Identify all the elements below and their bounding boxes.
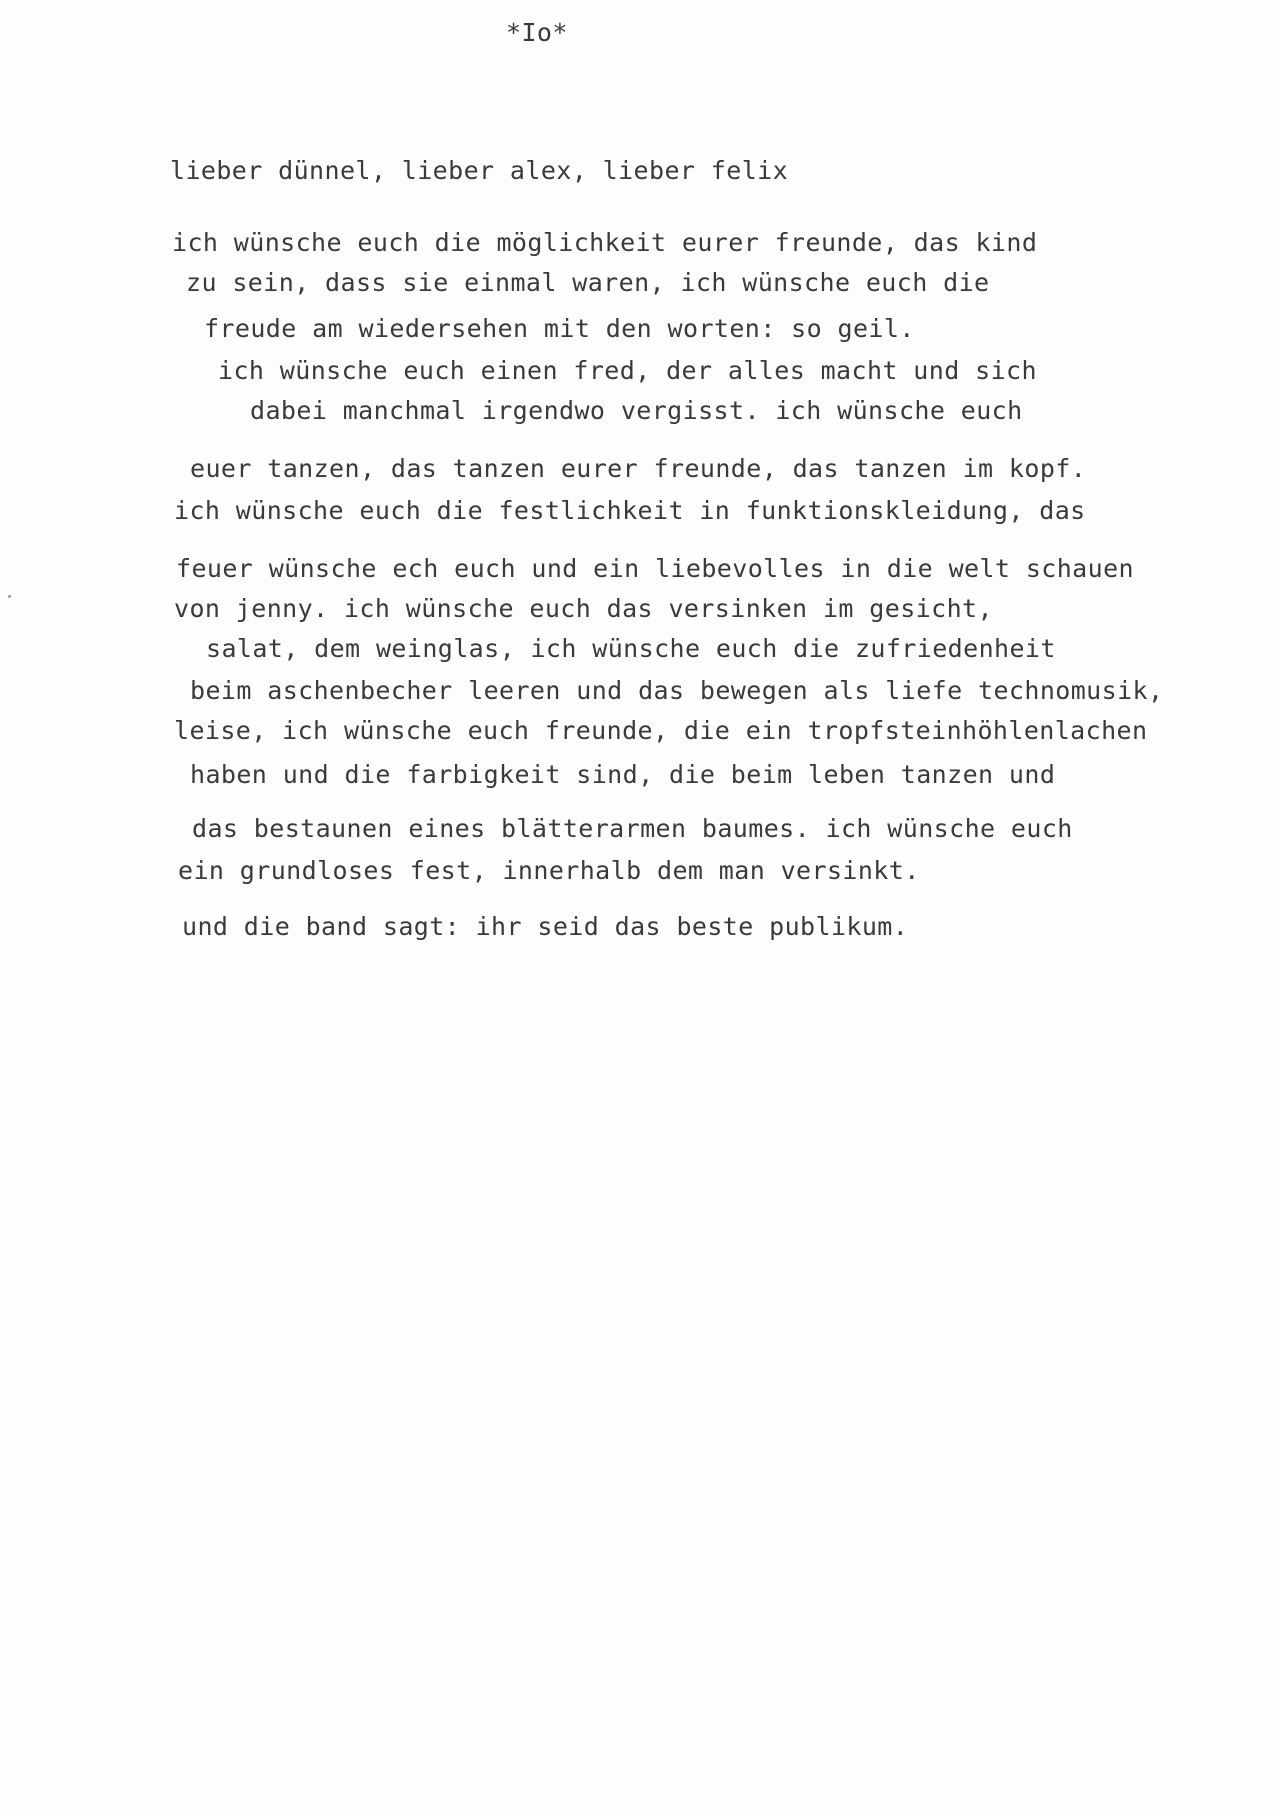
text-line: ich wünsche euch die möglichkeit eurer freunde, das kind	[172, 228, 1038, 257]
text-line: feuer wünsche ech euch und ein liebevolles in die welt schauen	[176, 554, 1134, 583]
text-line: das bestaunen eines blätterarmen baumes. ich wünsche euch	[192, 814, 1073, 843]
text-line: beim aschenbecher leeren und das bewegen als liefe technomusik,	[190, 676, 1164, 705]
text-line: ein grundloses fest, innerhalb dem man versinkt.	[178, 856, 920, 885]
page-number: *Io*	[506, 18, 568, 47]
text-line: leise, ich wünsche euch freunde, die ein tropfsteinhöhlenlachen	[174, 716, 1148, 745]
text-line: dabei manchmal irgendwo vergisst. ich wünsche euch	[250, 396, 1023, 425]
text-line: ich wünsche euch die festlichkeit in funktionskleidung, das	[174, 496, 1086, 525]
salutation: lieber dünnel, lieber alex, lieber felix	[170, 156, 789, 185]
ink-speck	[8, 595, 11, 598]
text-line: ich wünsche euch einen fred, der alles macht und sich	[218, 356, 1037, 385]
text-line: haben und die farbigkeit sind, die beim leben tanzen und	[190, 760, 1056, 789]
text-line: salat, dem weinglas, ich wünsche euch die zufriedenheit	[206, 634, 1056, 663]
text-line: freude am wiedersehen mit den worten: so geil.	[204, 314, 915, 343]
text-line: euer tanzen, das tanzen eurer freunde, das tanzen im kopf.	[190, 454, 1087, 483]
text-line: zu sein, dass sie einmal waren, ich wünsche euch die	[186, 268, 990, 297]
text-line: von jenny. ich wünsche euch das versinken im gesicht,	[174, 594, 993, 623]
text-line: und die band sagt: ihr seid das beste publikum.	[182, 912, 909, 941]
